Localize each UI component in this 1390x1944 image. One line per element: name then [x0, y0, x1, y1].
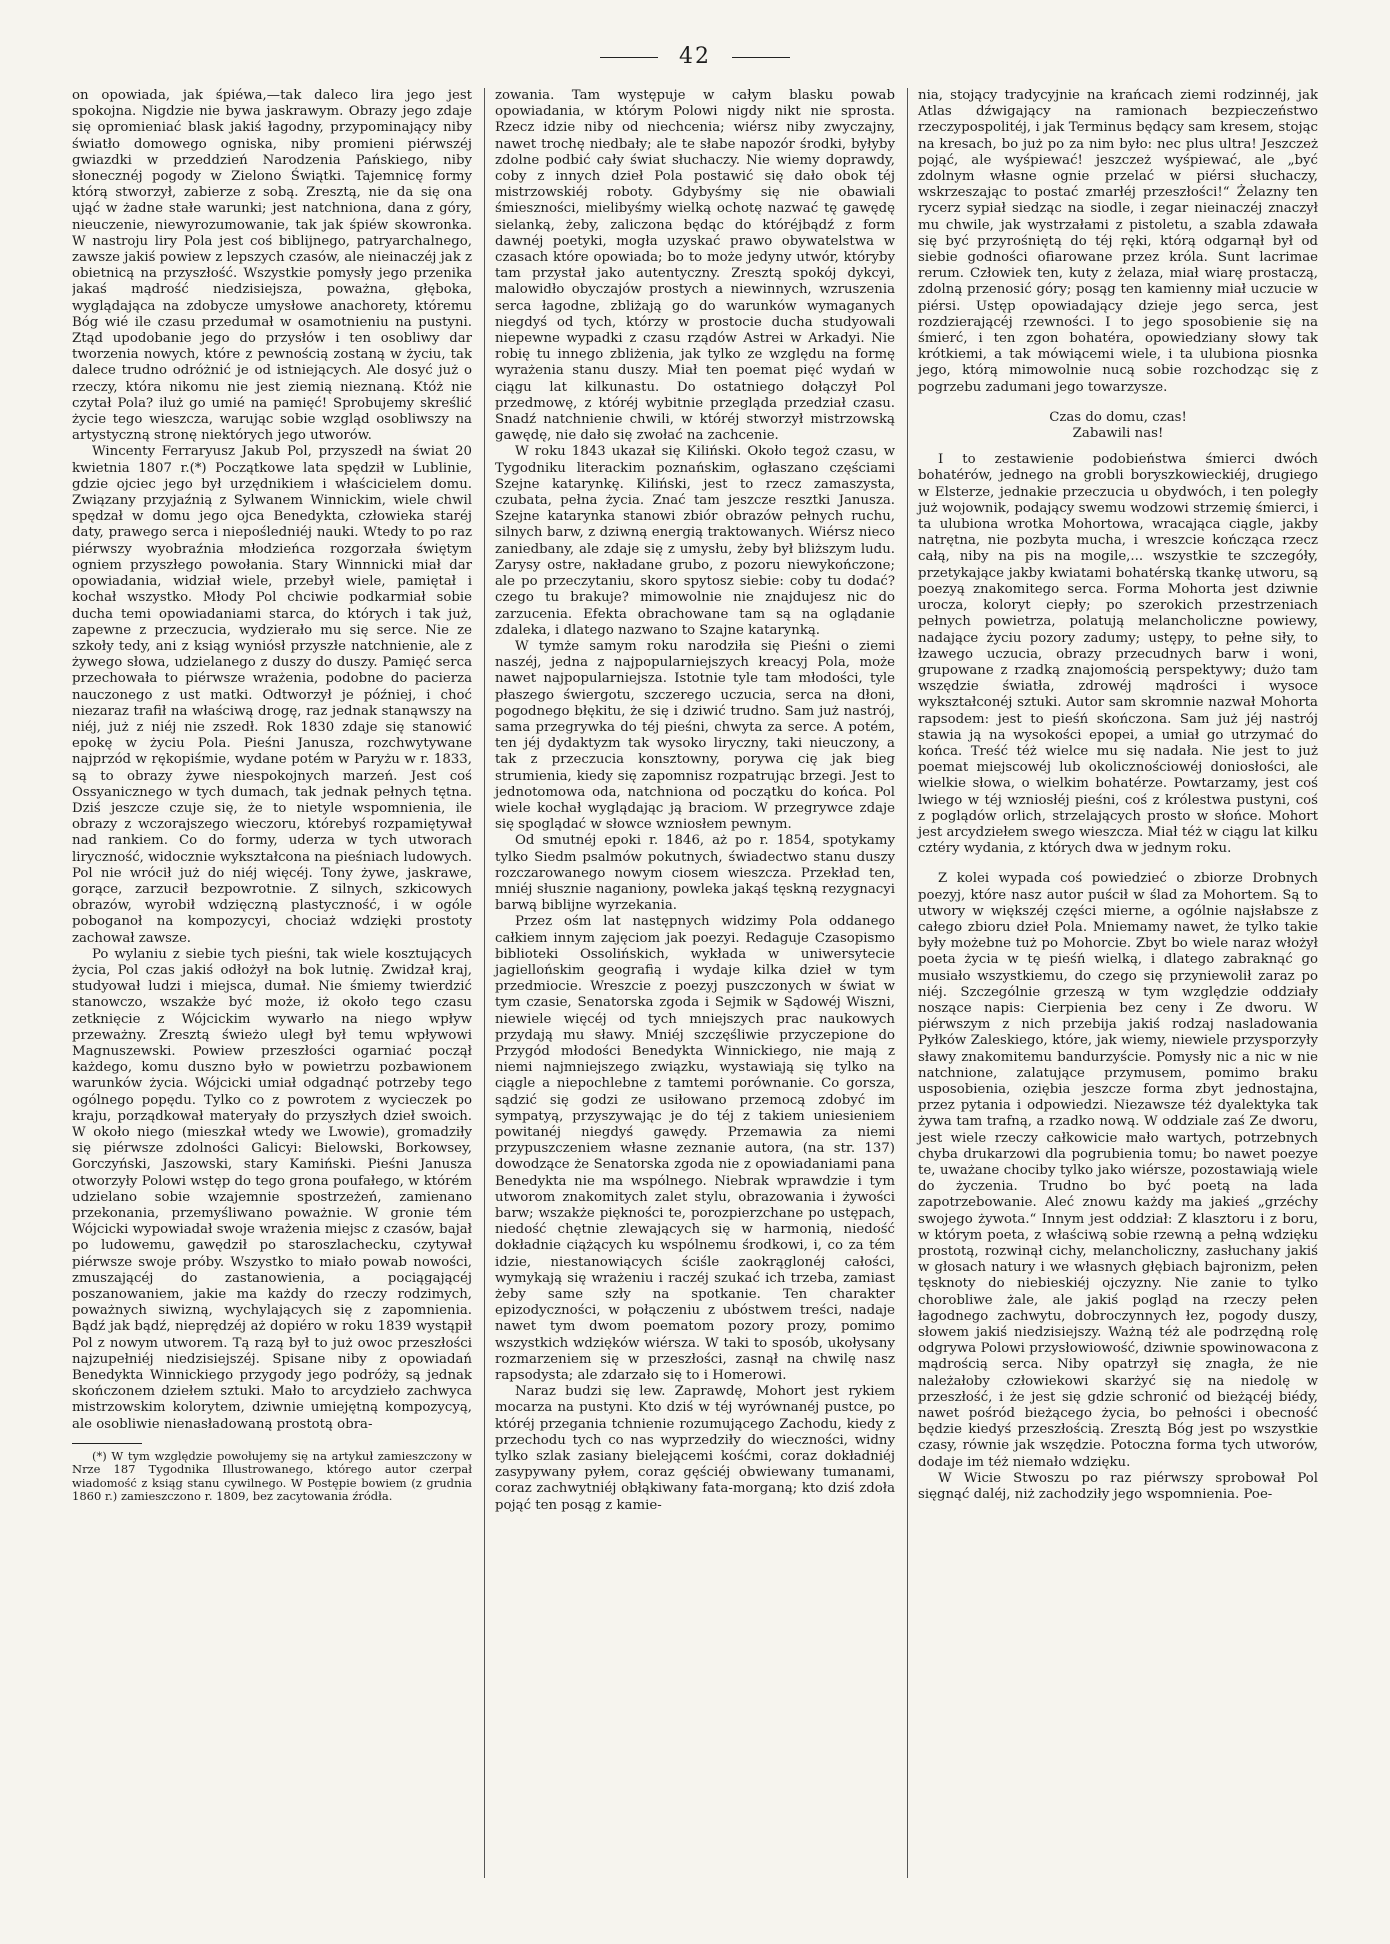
paragraph: on opowiada, jak śpiéwa,—tak daleco lira jego jest spokojna. Nigdzie nie bywa jaskrawym. Obrazy jego zdaje się opromieniać blask jakiś łagodny, przypominający niby światło domowego ogniska, niby promieni piérwszéj gwiazdki w przeddzień Narodzenia Pańskiego, niby słonecznéj pogody w Zielono Świątki. Tajemnicę formy którą stworzył, zabierze z sobą. Zresztą, nie da się ona ująć w żadne stałe warunki; jest natchniona, dana z góry, nieuczenie, niewyrozumowanie, tak jak śpiéw skowronka. W nastroju liry Pola jest coś biblijnego, patryarchalnego, zawsze jakiś powiew z lepszych czasów, ale nieinaczéj jak z obietnicą na przyszłość. Wszystkie pomysły jego przenika jakaś mądrość niedzisiejsza, poważna, głęboka, wyglądająca na zdobycze umysłowe anachorety, któremu Bóg wié ile czasu przedumał w osamotnieniu na pustyni. Ztąd upodobanie jego do przysłów i ten osobliwy dar tworzenia nowych, które z pewnością zostaną w życiu, tak dalece trudno odróżnić je od istniejących. Ale dosyć już o rzeczy, która nikomu nie jest ziemią nieznaną. Któż nie czytał Pola? iluż go umié na pamięć! Sprobujemy skreślić życie tego wieszcza, warując sobie wzgląd osobliwszy na artystyczną stronę niektórych jego utworów. [72, 88, 472, 444]
paragraph: Z kolei wypada coś powiedzieć o zbiorze Drobnych poezyj, które nasz autor puścił w ślad za Mohortem. Są to utwory w większéj części mierne, a ogólnie najsłabsze z całego zbioru dzieł Pola. Mniemamy nawet, że tylko takie były możebne tuż po Mohorcie. Zbyt bo wiele naraz włożył poeta życia w tę pieśń wielką, i dlatego zabraknąć go musiało wszystkiemu, do czego się przyniewolił zaraz po niéj. Szczególnie grzeszą w tym względzie oddziały noszące napis: Cierpienia bez ceny i Ze dworu. W piérwszym z nich przebija jakiś rodzaj nasladowania Pyłków Zaleskiego, które, jak wiemy, niewiele przysporzyły sławy znakomitemu bandurzyście. Pomysły nic a nic w nie natchnione, zalatujące przymusem, pomimo braku usposobienia, oziębia jeszcze forma zbyt jednostajna, przez pytania i odpowiedzi. Niezawsze téż dyalektyka tak żywa tam trafną, a rzadko nową. W oddziale zaś Ze dworu, jest wiele rzeczy całkowicie mało wartych, potrzebnych chyba drukarzowi dla pogrubienia tomu; bo nawet poezye te, uważane chociby tylko jako wiérsze, pozostawiają wiele do życzenia. Trudno bo być poetą na lada zapotrzebowanie. Aleć znowu każdy ma jakieś „grzéchy swojego żywota.“ Innym jest oddział: Z klasztoru i z boru, w którym poeta, z właściwą sobie rzewną a pełną wdzięku prostotą, rozwinął cichy, melancholiczny, zasłuchany jakiś w głosach natury i we własnych głębiach bajronizm, pełen tęsknoty do niebieskiéj ojczyzny. Nie zanie to tylko chorobliwe żale, ale jakiś pogląd na rzeczy pełen łagodnego zachwytu, dobroczynnych łez, pogody duszy, słowem jakiś niedzisiejszy. Ważną téż ale podrzędną rolę odgrywa Polowi przysłowiowość, dziwnie spowinowacona z mądrością serca. Niby opatrzył się znagła, że nie należałoby człowiekowi skarżyć się na niedolę w przeszłość, i że jest się gdzie schronić od bieżącéj biédy, nawet pośród bieżącego życia, bo pełności i obecność będzie kiedyś przeszłością. Zresztą Bóg jest po wszystkie czasy, równie jak wszędzie. Potoczna forma tych utworów, dodaje im téż niemało wdzięku. [918, 871, 1318, 1470]
column-left [72, 88, 472, 1878]
paragraph: Wincenty Ferraryusz Jakub Pol, przyszedł na świat 20 kwietnia 1807 r.(*) Początkowe lata spędził w Lublinie, gdzie ojciec jego był urzędnikiem i właścicielem domu. Związany przyjaźnią z Sylwanem Winnickim, wiele chwil spędzał w domu jego ojca Benedykta, człowieka staréj daty, prawego serca i niepośledniéj nauki. Wtedy to po raz piérwszy wyobraźnia młodzieńca rozgorzała świętym ogniem przyszłego powołania. Stary Winnnicki miał dar opowiadania, widział wiele, przebył wiele, pamiętał i kochał wszystko. Młody Pol chciwie podkarmiał sobie ducha temi opowiadaniami starca, do których i tak już, zapewne z przeczucia, wydzierało mu się serce. Nie ze szkoły tedy, ani z ksiąg wyniósł przyszłe natchnienie, ale z żywego słowa, udzielanego z duszy do duszy. Pamięć serca przechowała to piérwsze wrażenia, podobne do pacierza nauczonego z ust matki. Odtworzył je później, i choć niezaraz trafił na właściwą drogę, raz jednak stanąwszy na niéj, już z niéj nie zszedł. Rok 1830 zdaje się stanowić epokę w życiu Pola. Pieśni Janusza, rozchwytywane najprzód w rękopiśmie, wydane potém w Paryżu w r. 1833, są to obrazy żywe niespokojnych marzeń. Jest coś Ossyanicznego w tych dumach, tak jednak pełnych tętna. Dziś jeszcze czuje się, że to nietyle wspomnienia, ile obrazy z wczorajszego wieczoru, którebyś rozpamiętywał nad rankiem. Co do formy, uderza w tych utworach liryczność, widocznie wykształcona na pieśniach ludowych. Pol nie wrócił już do niéj więcéj. Tony żywe, jaskrawe, gorące, zarzucił bezpowrotnie. Z silnych, szkicowych obrazów, wyrobił wdzięczną plastyczność, i w ogóle poboganoł na kompozycyi, chociaż wdzięki prostoty zachował zawsze. [72, 444, 472, 946]
footnote-divider [72, 1443, 142, 1444]
paragraph: W tymże samym roku narodziła się Pieśni o ziemi naszéj, jedna z najpopularniejszych kreacyj Pola, może nawet najpopularniejsza. Istotnie tyle tam młodości, tyle płaszego świergotu, szczerego uczucia, serca na dłoni, pogodnego błękitu, że się i dziwić trudno. Sam już nastrój, sama przegrywka do téj pieśni, chwyta za serce. A potém, ten jéj dydaktyzm tak wysoko liryczny, taki nieuczony, a tak z przeczucia konsztowny, porywa cię jak bieg strumienia, kiedy się zapomnisz rozpatrując brzegi. Jest to jednotomowa oda, natchniona od początku do końca. Pol wiele kochał wyglądając ją braciom. W przegrywce zdaje się spoglądać w słowce wzniosłem pewnym. [495, 638, 895, 833]
page-number-text: 42 [679, 44, 711, 69]
paragraph: I to zestawienie podobieństwa śmierci dwóch bohatérów, jednego na grobli boryszkowieckiéj, drugiego w Elsterze, jednakie przeczucia u obydwóch, i ten poległy już wojownik, podający swemu wodzowi strzemię śmierci, i ta ulubiona wrotka Mohortowa, wracająca ciągle, jakby natrętna, nie pozbyta mucha, i wreszcie kończąca rzecz całą, niby na pis na mogile,... wszystkie te szczegóły, przetykające jakby kwiatami bohatérską tkankę utworu, są poezyą znakomitego serca. Forma Mohorta jest dziwnie urocza, koloryt ciepły; po szerokich przestrzeniach pełnych powietrza, polatują melancholiczne powiewy, nadające życiu pozory zadumy; ustępy, to pełne siły, to łzawego uczucia, obrazy przecudnych barw i woni, grupowane z rzadką znajomością perspektywy; dużo tam wszędzie światła, zdrowéj mądrości i wysoce wykształconéj sztuki. Autor sam skromnie nazwał Mohorta rapsodem: jest to pieśń skończona. Sam już jéj nastrój stawia ją na wysokości epopei, a umiał go utrzymać do końca. Treść téż wielce mu się nadała. Nie jest to już poemat miejscowéj lub okolicznościowéj doniosłości, ale wielkie słowa, o wielkim bohatérze. Powtarzamy, jest coś lwiego w téj wzniosłéj pieśni, coś z królestwa pustyni, coś z poglądów orlich, strzelających prosto w słońce. Mohort jest arcydziełem swego wieszcza. Miał téż w ciągu lat kilku cztéry wydania, z których dwa w jednym roku. [918, 452, 1318, 857]
paragraph: Po wylaniu z siebie tych pieśni, tak wiele kosztujących życia, Pol czas jakiś odłożył na bok lutnię. Zwidzał kraj, studyował ludzi i miejsca, dumał. Nie śmiemy twierdzić stanowczo, wszakże być może, iż około tego czasu zetknięcie z Wójcickim wywarło na niego wpływ przeważny. Zresztą świeżo uległ był temu wpływowi Magnuszewski. Powiew przeszłości ogarniać począł każdego, komu duszno było w powietrzu pozbawionem warunków życia. Wójcicki umiał odgadnąć potrzeby tego ogólnego popędu. Tylko co z powrotem z wycieczek po kraju, porządkował materyały do przyszłych dzieł swoich. W około niego (mieszkał wtedy we Lwowie), gromadziły się piérwsze zdolności Galicyi: Bielowski, Borkowsey, Gorczyński, Jaszowski, stary Kamiński. Pieśni Janusza otworzyły Polowi wstęp do tego grona poufałego, w którém udzielano sobie wzajemnie spostrzeżeń, zamienano przekonania, przemyśliwano poważnie. W gronie tém Wójcicki wypowiadał swoje wrażenia miejsc z czasów, bajał po ludowemu, gawędził po staroszlachecku, czytywał piérwsze swoje próby. Wszystko to miało powab nowości, zmuszającéj do zastanowienia, a pociągającéj poszanowaniem, jakie ma każdy do rzeczy rodzimych, poważnych siwizną, wychylających się z zapomnienia. Bądź jak bądź, nieprędzéj aż dopiéro w roku 1839 wystąpił Pol z nowym utworem. Tą razą był to już owoc przeszłości najzupełniéj niedzisiejszéj. Spisane niby z opowiadań Benedykta Winnickiego przygody jego podróży, są jednak skończonem dziełem sztuki. Mało to arcydzieło zachwyca mistrzowskim kolorytem, dziwnie umiejętną kompozycyą, ale osobliwie nienasładowaną prostotą obra- [72, 946, 472, 1432]
poem-quote [918, 410, 1318, 442]
page-number [0, 44, 1390, 69]
paragraph: W Wicie Stwoszu po raz piérwszy sprobował Pol sięgnąć daléj, niż zachodziły jego wspomnienia. Poe- [918, 1470, 1318, 1503]
page-number-rule-right [732, 57, 790, 58]
paragraph: zowania. Tam występuje w całym blasku powab opowiadania, w którym Polowi nigdy nikt nie sprosta. Rzecz idzie niby od niechcenia; wiérsz niby zwyczajny, nawet trochę niedbały; ale te słabe napozór środki, byłyby zdolne podbić cały świat słuchaczy. Nie wiemy doprawdy, coby z innych dzieł Pola postawić się dało obok téj mistrzowskiéj roboty. Gdybyśmy się nie obawiali śmieszności, mielibyśmy wielką ochotę nazwać tę gawędę sielanką, żeby, zaliczona będąc do któréjbądź z form dawnéj poetyki, mogła uzyskać prawo obywatelstwa w czasach które opowiada; bo to może jedyny utwór, któryby tam przystał jako autentyczny. Zresztą spokój dykcyi, malowidło obyczajów prostych a niewinnych, wzruszenia serca łagodne, zbliżają go do warunków wymaganych niegdyś od tych, którzy w prostocie ducha studyowali niepewne wypadki z czasu rządów Astrei w Arkadyi. Nie robię tu innego zbliżenia, jak tylko ze względu na formę wyrażenia stanu duszy. Miał ten poemat pięć wydań w ciągu lat kilkunastu. Do ostatniego dołączył Pol przedmowę, z któréj wybitnie przegląda przedział czasu. Snadź natchnienie chwili, w któréj stworzył mistrzowską gawędę, nie dało się zwołać na zachcenie. [495, 88, 895, 444]
paragraph: W roku 1843 ukazał się Kiliński. Około tegoż czasu, w Tygodniku literackim poznańskim, ogłaszano częściami Szejne katarynkę. Kiliński, jest to rzecz zamaszysta, czubata, pełna życia. Znać tam jeszcze resztki Janusza. Szejne katarynka stanowi zbiór obrazów pełnych ruchu, silnych barw, z dziwną energią traktowanych. Wiérsz nieco zaniedbany, ale zdaje się z umysłu, żeby był bliższym ludu. Zarysy ostre, nakładane grubo, z pozoru niewykończone; ale po przeczytaniu, skoro spytosz siebie: coby tu dodać? czego tu brakuje? mimowolnie nie znajdujesz nic do zarzucenia. Efekta obrachowane tam są na oglądanie zdaleka, i dlatego nazwano to Szajne katarynką. [495, 444, 895, 638]
paragraph: Od smutnéj epoki r. 1846, aż po r. 1854, spotykamy tylko Siedm psalmów pokutnych, świadectwo stanu duszy rozczarowanego nowym ciosem wieszcza. Przekład ten, mniéj słusznie naganiony, powleka jakąś tęskną rezygnacyi barwą biblijne wyrzekania. [495, 833, 895, 914]
page-number-rule-left [600, 57, 658, 58]
footnote: (*) W tym względzie powołujemy się na artykuł zamieszczony w Nrze 187 Tygodnika Illustrowanego, którego autor czerpał wiadomość z ksiąg stanu cywilnego. W Postępie bowiem (z grudnia 1860 r.) zamieszczono r. 1809, bez zacytowania źródła. [72, 1448, 472, 1504]
paragraph-spacer [918, 857, 1318, 871]
text-columns [72, 88, 1318, 1878]
poem-line: Czas do domu, czas! [1049, 409, 1187, 425]
paragraph: nia, stojący tradycyjnie na krańcach ziemi rodzinnéj, jak Atlas dźwigający na ramionach bezpieczeństwo rzeczypospolitéj, i jak Terminus będący sam kresem, stojąc na kresach, bo już po za nim było: nec plus ultra! Jeszczeż pojąć, ale wyśpiewać! jeszczeż wyśpiewać, ale „być zdolnym własne ognie przelać w piérsi słuchaczy, wskrzeszając to postać zmarłéj przeszłości!“ Żelazny ten rycerz sypiał siedząc na siodle, i zegar nieinaczéj znaczył mu chwile, jak wystrzałami z pistoletu, a szabla zdawała się być przyrośniętą do téj ręki, którą odgarnął był od siebie godności ofiarowane przez króla. Sunt lacrimae rerum. Człowiek ten, kuty z żelaza, miał wiarę prostaczą, zdolną przenosić góry; posąg ten kamienny miał uczucie w piérsi. Ustęp opowiadający dzieje jego serca, jest rozdzierającéj rzewności. I to jego sposobienie się na śmierć, i ten zgon bohatéra, opowiedziany słowy tak krótkiemi, a tak mówiącemi wiele, i ta ulubiona piosnka jego, którą mimowolnie nucą sobie rozchodząc się z pogrzebu zadumani jego towarzysze. [918, 88, 1318, 395]
poem-line: Zabawili nas! [1072, 426, 1164, 442]
column-right [907, 88, 1318, 1878]
column-middle [484, 88, 895, 1878]
paragraph: Naraz budzi się lew. Zaprawdę, Mohort jest rykiem mocarza na pustyni. Kto dziś w téj wyrównanéj pustce, po któréj przegania tchnienie rozumującego Zachodu, kiedy z przechodu tych co nas wyprzedziły do wieczności, widny tylko szlak zasiany bielejącemi kośćmi, coraz dokładniéj zasypywany pyłem, coraz gęściéj obwiewany tumanami, coraz zachwytniéj obłąkiwany fata-morganą; kto dziś zdoła pojąć ten posąg z kamie- [495, 1384, 895, 1513]
paragraph: Przez ośm lat następnych widzimy Pola oddanego całkiem innym zajęciom jak poezyi. Redaguje Czasopismo biblioteki Ossolińskich, wykłada w uniwersytecie jagiellońskim geografią i wydaje kilka dzieł w tym przedmiocie. Wreszcie z poezyj puszczonych w świat w tym czasie, Senatorska zgoda i Sejmik w Sądowéj Wiszni, niewiele więcéj od tych mniejszych prac naukowych przydają mu sławy. Mniéj szczęśliwie przyczepione do Przygód młodości Benedykta Winnickiego, nie mają z niemi najmniejszego związku, wystawiają się tylko na ciągle a niepochlebne z tamtemi porównanie. Co gorsza, sądzić się godzi ze usiłowano przemocą zdobyć im sympatyą, przyszywając je do téj z takiem uniesieniem powitanéj niegdyś gawędy. Przemawia za niemi przypuszczeniem własne zeznanie autora, (na str. 137) dowodzące że Senatorska zgoda nie z opowiadaniami pana Benedykta nie ma wspólnego. Niebrak wprawdzie i tym utworom znakomitych zalet stylu, obrazowania i żywości barw; wszakże piękności te, porozpierzchane po ustępach, niedość chętnie zlewających się w harmonią, niedość dokładnie ciążących ku wspólnemu środkowi, i, co za tém idzie, niestanowiących ściśle zaokrąglonéj całości, wymykają się wrażeniu i raczéj szukać ich trzeba, zamiast żeby same szły na spotkanie. Ten charakter epizodyczności, w połączeniu z ubóstwem treści, nadaje nawet tym dwom poematom pozory prozy, pomimo wszystkich wdzięków wiérsza. W taki to sposób, ukołysany rozmarzeniem się w przeszłości, zasnął na chwilę nasz rapsodysta; ale zdarzało się to i Homerowi. [495, 914, 895, 1384]
